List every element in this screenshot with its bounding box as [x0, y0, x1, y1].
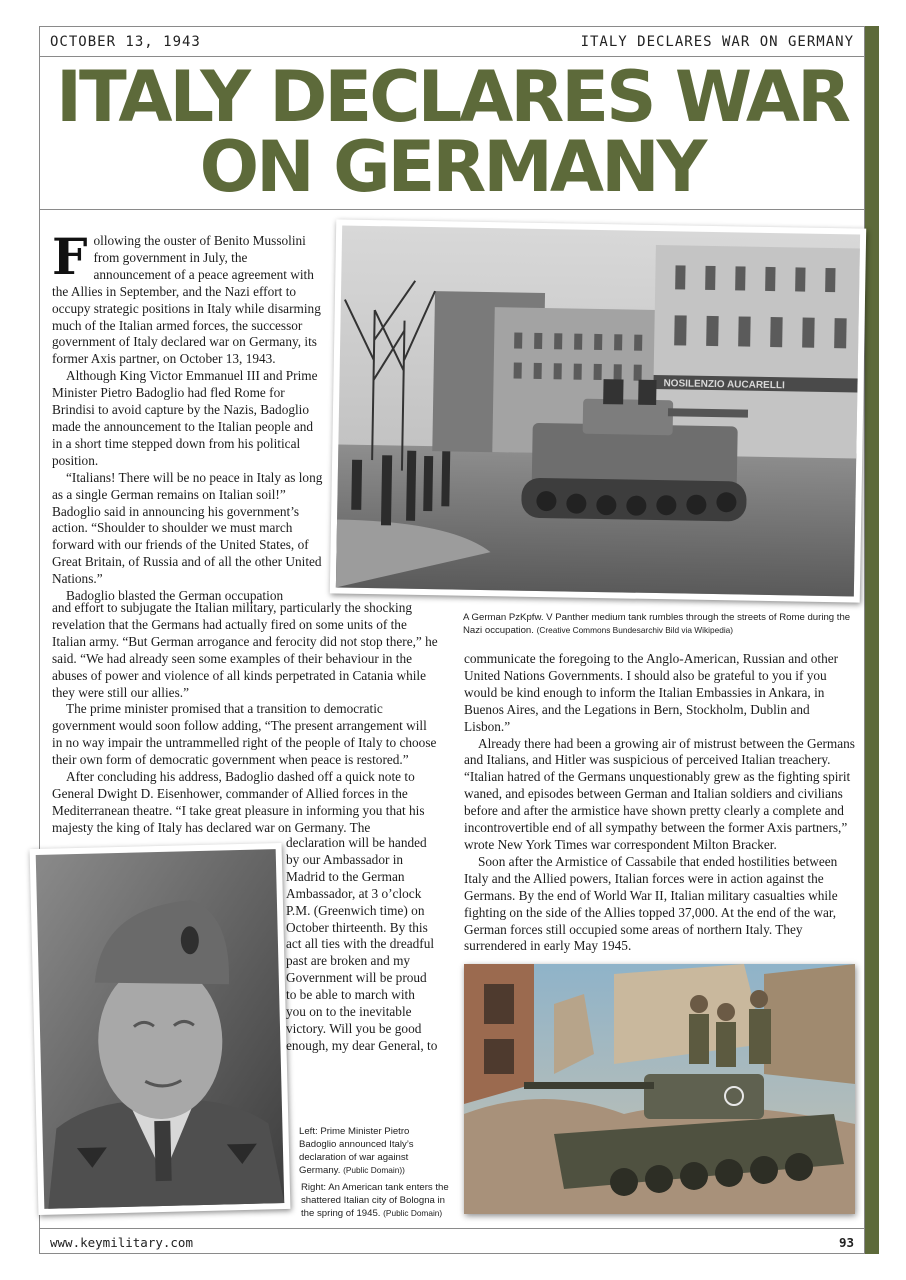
- article-block-1: [52, 227, 324, 605]
- caption-credit: (Public Domain)): [343, 1165, 405, 1175]
- paragraph: communicate the foregoing to the Anglo-American, Russian and other United Nations Governments. I should also be grateful to you if you would be kind enough to inform the Italian Embassies in Ankara, in Buenos Aires, and the Legations in Bern, Stockholm, Dublin and Lisbon.”: [464, 651, 839, 734]
- caption-badoglio: [299, 1125, 447, 1177]
- caption-tank-rome: [463, 611, 858, 637]
- paragraph: Already there had been a growing air of mistrust between the Germans and Italians, and Hitler was suspicious of perceived Italian treachery. “Italian hatred of the Germans unquestionably grew as the fighting spirit waned, and episodes between German and Italian soldiers and civilians before and after the armistice have shown pretty clearly a complete and incontrovertible end of all sympathy between the former Axis partners,” wrote New York Times war correspondent Milton Bracker.: [464, 735, 855, 852]
- paragraph: “Italians! There will be no peace in Italy as long as a single German remains on Italian soil!” Badoglio said in announcing his government’s action. “Shoulder to shoulder we must march forward with our friends of the United States, of Great Britain, of Russia and of all the other United Nations.”: [52, 469, 323, 587]
- photo-american-tank-bologna: [464, 964, 855, 1214]
- drop-cap: F: [52, 227, 88, 286]
- headline-line-1: ITALY DECLARES WAR: [55, 56, 848, 138]
- footer-rule: [40, 1228, 864, 1229]
- shop-sign-text: NOSILENZIO AUCARELLI: [663, 378, 785, 392]
- caption-credit: (Public Domain): [383, 1208, 443, 1218]
- header-section-title: ITALY DECLARES WAR ON GERMANY: [580, 34, 854, 50]
- article-block-3: [286, 835, 438, 1055]
- caption-credit: (Creative Commons Bundesarchiv Bild via Wikipedia): [536, 625, 734, 635]
- footer-page-number: 93: [838, 1235, 854, 1250]
- photo-badoglio-portrait: [30, 843, 291, 1215]
- footer-website: www.keymilitary.com: [50, 1235, 193, 1250]
- header-date: OCTOBER 13, 1943: [50, 34, 201, 50]
- paragraph: declaration will be handed by our Ambassador in Madrid to the German Ambassador, at 3 o’clock P.M. (Greenwich time) on October thirteenth. By this act all ties with the dreadful past are broken and my Government will be proud to be able to march with you on to the inevitable victory. Will you be good enough, my dear General, to: [286, 835, 438, 1053]
- caption-text: Right: An American tank enters the shattered Italian city of Bologna in the spring of 1945.: [301, 1182, 449, 1219]
- paragraph: After concluding his address, Badoglio dashed off a quick note to General Dwight D. Eisenhower, commander of Allied forces in the Mediterranean theatre. “I take great pleasure in informing you that his majesty the king of Italy has declared war on Germany. The: [52, 769, 425, 835]
- paragraph: The prime minister promised that a transition to democratic government would soon follow adding, “The present arrangement will in no way impair the untrammelled right of the people of Italy to choose their own form of democratic government when peace is restored.”: [52, 701, 437, 768]
- accent-side-bar: [865, 26, 879, 1254]
- running-header: [40, 27, 864, 57]
- caption-bologna: [301, 1181, 451, 1220]
- article-right-column: [464, 651, 856, 955]
- paragraph: and effort to subjugate the Italian military, particularly the shocking revelation that the Germans had actually fired on some units of the Italian army. “But German arrogance and ferocity did not stop there,” he said. “We had already seen some examples of their behaviour in the abuses of power and violence of all kinds perpetrated in Catania while they were still our allies.”: [52, 600, 438, 700]
- paragraph: Badoglio blasted the German occupation: [66, 588, 284, 604]
- article-block-2: [52, 600, 438, 837]
- paragraph: Although King Victor Emmanuel III and Prime Minister Pietro Badoglio had fled Rome for Brindisi to avoid capture by the Nazis, Badoglio made the announcement to the Italian people and in a short time stepped down from his political position.: [52, 368, 318, 468]
- headline-line-2: ON GERMANY: [199, 126, 705, 208]
- headline: [40, 56, 864, 208]
- caption-text: A German PzKpfw. V Panther medium tank rumbles through the streets of Rome during the Nazi occupation.: [463, 612, 851, 636]
- paragraph: ollowing the ouster of Benito Mussolini from government in July, the announcement of a peace agreement with the Allies in September, and the Nazi effort to occupy strategic positions in Italy while disarming much of the Italian armed forces, the successor government of Italy declared war on Germany, its former Axis partner, on October 13, 1943.: [52, 233, 321, 367]
- caption-text: Left: Prime Minister Pietro Badoglio announced Italy’s declaration of war against Germany.: [299, 1126, 414, 1176]
- photo-panther-tank-rome: [330, 219, 866, 602]
- headline-rule: [40, 209, 864, 210]
- paragraph: Soon after the Armistice of Cassabile that ended hostilities between Italy and the Allied powers, Italian forces were in action against the Germans. By the end of World War II, Italian military casualties while fighting on the side of the Allies topped 37,000. At the end of the war, German forces still occupied some areas of northern Italy. They surrendered in early May 1945.: [464, 853, 838, 954]
